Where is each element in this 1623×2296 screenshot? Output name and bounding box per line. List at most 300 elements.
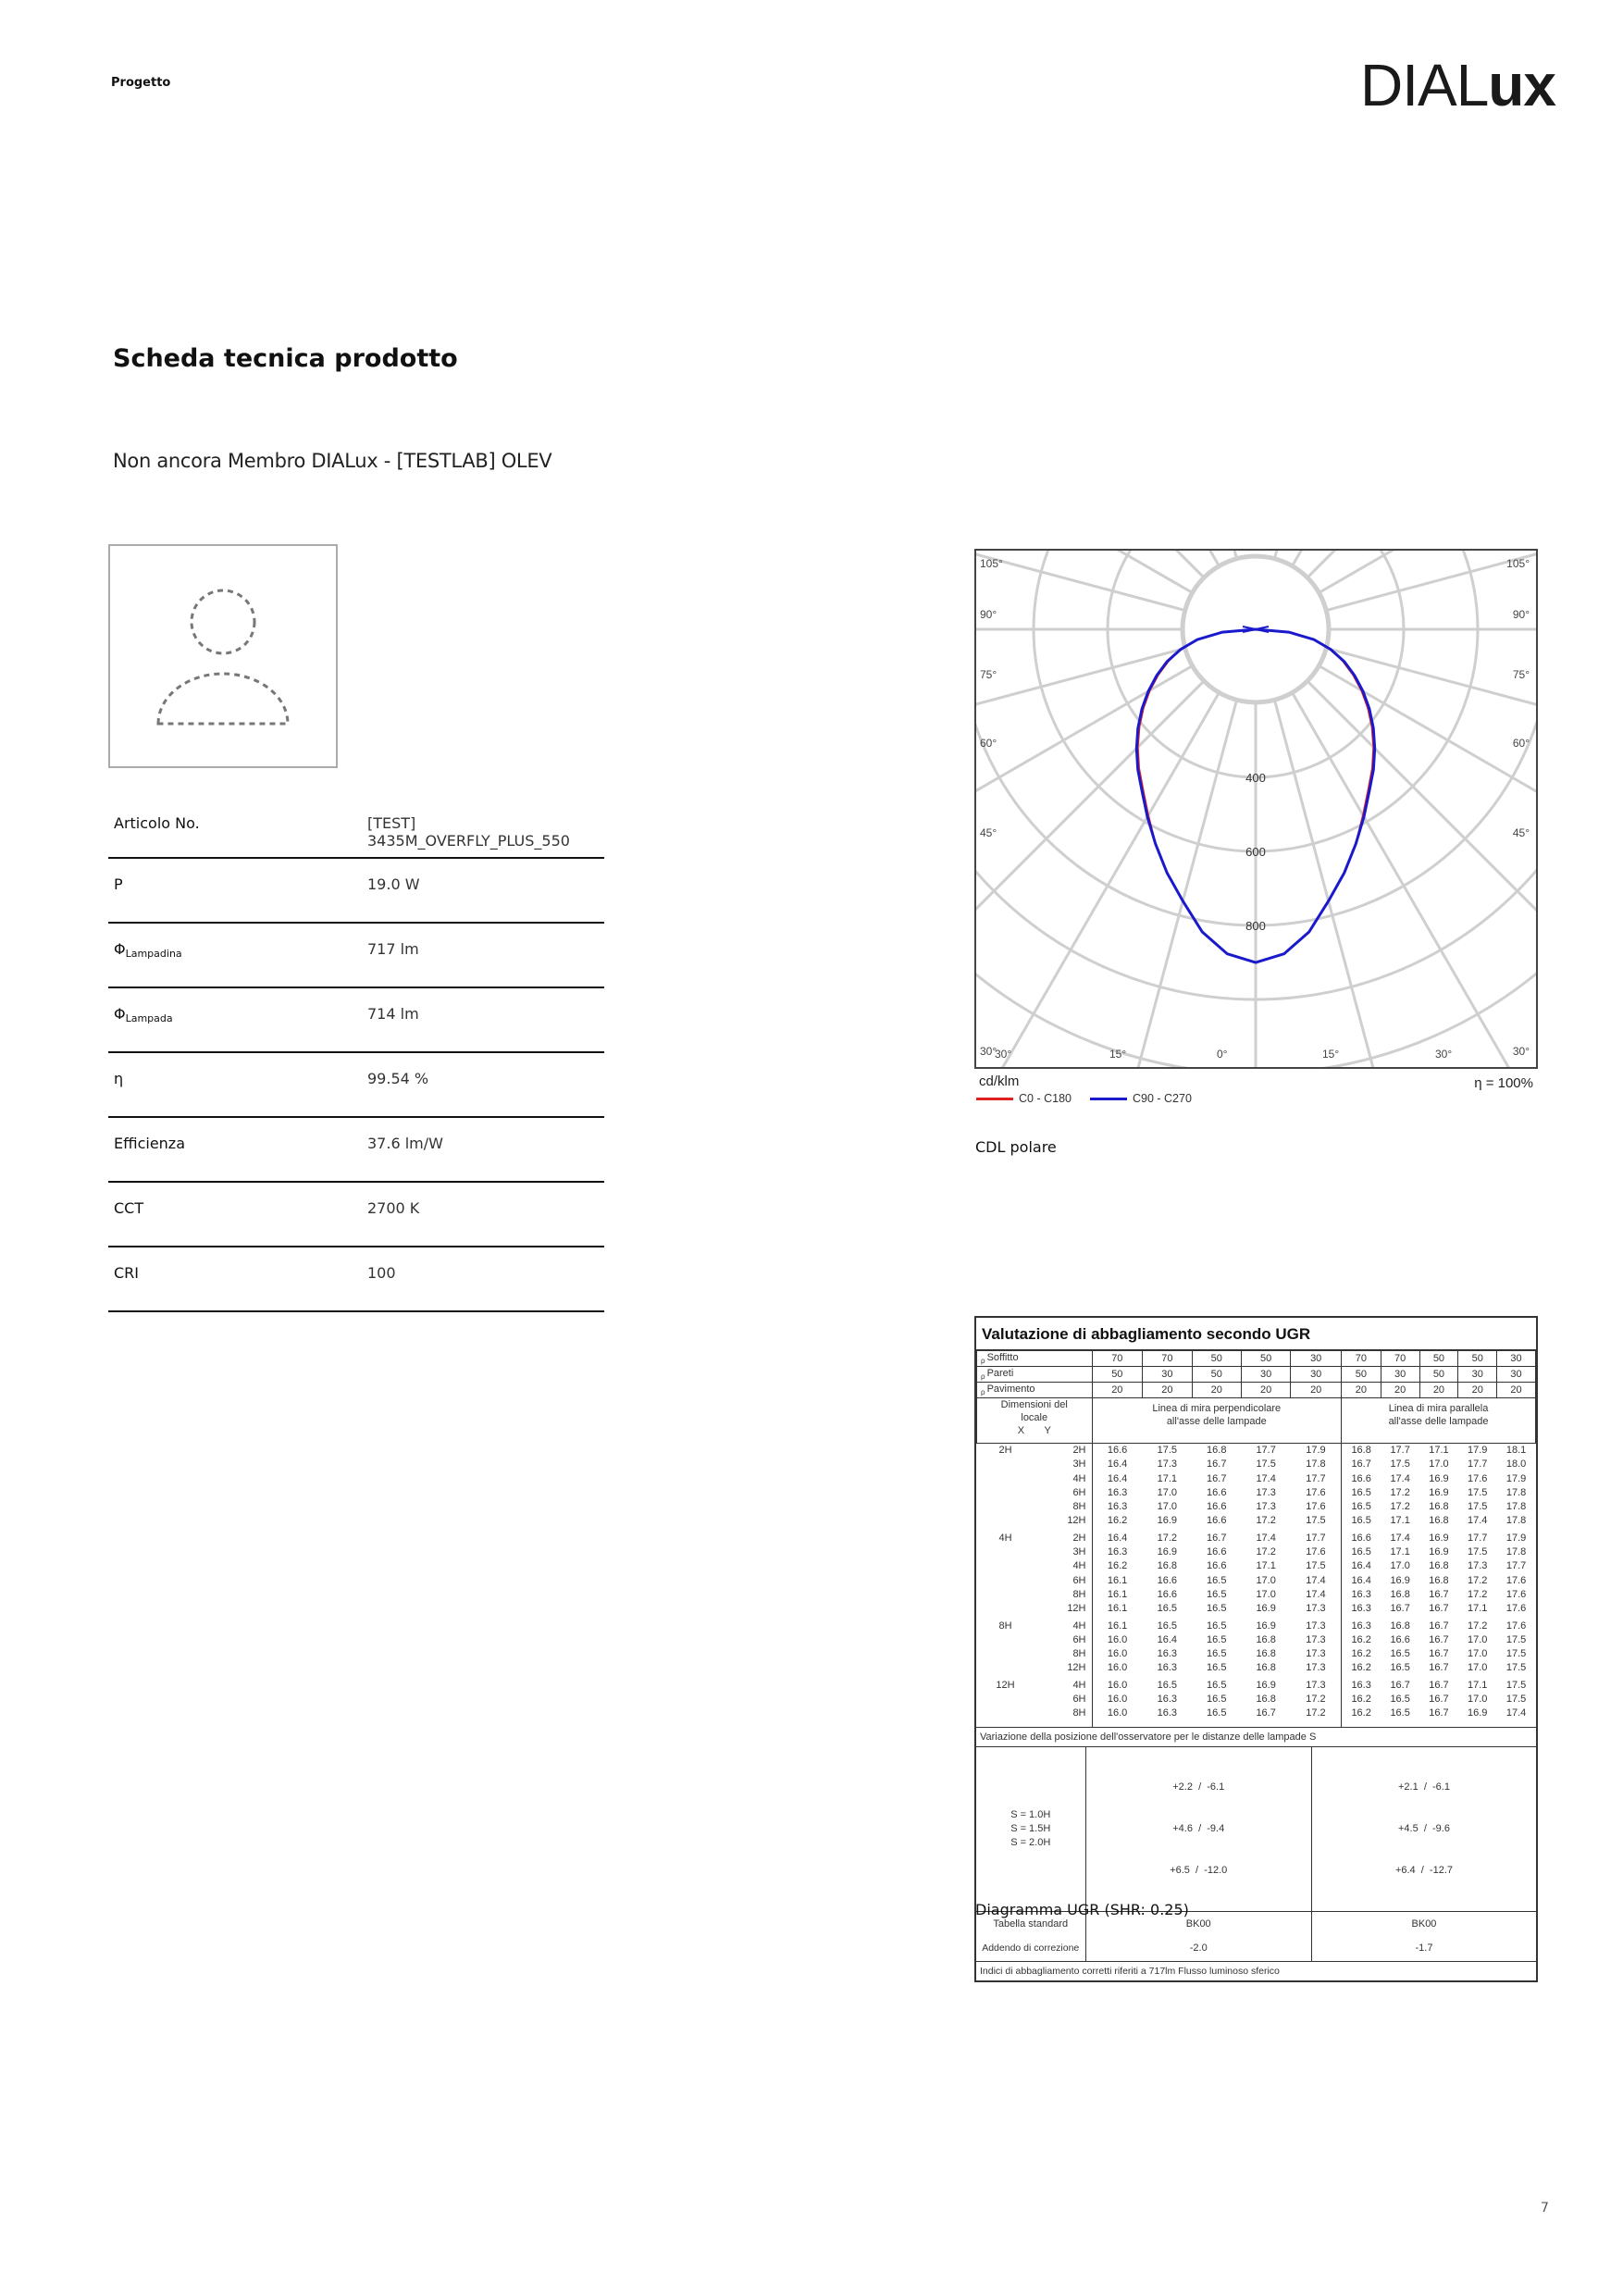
standard-table-par: BK00 <box>1411 1917 1437 1930</box>
ugr-value: 17.5 <box>1468 1501 1488 1513</box>
svg-text:75°: 75° <box>1512 668 1530 681</box>
spec-label <box>108 987 362 1052</box>
ugr-value: 16.8 <box>1390 1588 1410 1600</box>
ugr-value: 16.4 <box>1107 1532 1128 1544</box>
ugr-value: 17.5 <box>1505 1648 1527 1660</box>
variation-par-col <box>1311 1747 1536 1912</box>
ugr-value: 17.5 <box>1505 1662 1527 1674</box>
ugr-value: 17.2 <box>1468 1574 1488 1586</box>
ugr-value: 16.7 <box>1256 1707 1276 1719</box>
ugr-value: 17.5 <box>1505 1679 1527 1691</box>
reflectance-value: 30 <box>1381 1367 1419 1383</box>
legend-label-c90: C90 - C270 <box>1132 1092 1192 1105</box>
ugr-value: 17.0 <box>1468 1662 1488 1674</box>
ugr-value: 16.8 <box>1256 1648 1276 1660</box>
ugr-value: 17.7 <box>1390 1445 1410 1456</box>
ugr-value: 17.2 <box>1468 1620 1488 1632</box>
reflectance-value: 20 <box>1497 1383 1536 1398</box>
spec-value <box>362 796 604 858</box>
reflectance-value: 50 <box>1419 1367 1458 1383</box>
room-x <box>977 1647 1035 1661</box>
ugr-value: 16.7 <box>1351 1458 1371 1471</box>
ugr-value: 16.5 <box>1207 1588 1227 1600</box>
reflectance-value: 20 <box>1192 1383 1241 1398</box>
product-photo-placeholder <box>108 544 338 768</box>
ugr-value: 16.3 <box>1107 1486 1128 1498</box>
ugr-value: 16.5 <box>1351 1486 1371 1498</box>
polar-efficiency: η = 100% <box>1474 1075 1533 1091</box>
svg-text:60°: 60° <box>980 737 997 750</box>
ugr-value: 16.9 <box>1390 1574 1410 1586</box>
room-y: 8H <box>1035 1647 1093 1661</box>
room-y: 3H <box>1035 1458 1093 1471</box>
user-placeholder-icon <box>110 546 336 766</box>
ugr-value: 17.1 <box>1390 1515 1410 1527</box>
ugr-value: 16.9 <box>1256 1679 1276 1691</box>
ugr-value: 17.5 <box>1291 1514 1342 1528</box>
ugr-value: 16.8 <box>1429 1501 1449 1513</box>
ugr-value: 16.3 <box>1351 1603 1371 1615</box>
ugr-data-row <box>977 1661 1536 1675</box>
ugr-value: 16.3 <box>1157 1648 1178 1660</box>
ugr-value: 16.5 <box>1207 1679 1227 1691</box>
ugr-value: 16.8 <box>1207 1445 1227 1456</box>
ugr-value: 16.7 <box>1429 1603 1449 1615</box>
reflectance-value: 50 <box>1092 1367 1143 1383</box>
ugr-value: 16.7 <box>1429 1648 1449 1660</box>
ugr-value: 16.8 <box>1157 1560 1178 1572</box>
dims-line1: Dimensioni del <box>1000 1399 1068 1410</box>
ugr-value: 16.7 <box>1207 1472 1227 1484</box>
logo-text-bold: ux <box>1488 52 1555 118</box>
svg-text:90°: 90° <box>980 608 997 621</box>
ugr-value: 16.6 <box>1351 1472 1371 1484</box>
ugr-value: 17.1 <box>1390 1546 1410 1558</box>
ugr-value: 17.7 <box>1291 1472 1342 1486</box>
ugr-value: 16.4 <box>1351 1574 1371 1586</box>
ugr-value: 16.6 <box>1207 1515 1227 1527</box>
ugr-value: 16.7 <box>1207 1532 1227 1544</box>
dims-y: Y <box>1044 1425 1051 1436</box>
ugr-value: 16.5 <box>1207 1707 1227 1719</box>
room-x <box>977 1574 1035 1588</box>
ugr-value: 17.0 <box>1468 1633 1488 1645</box>
reflectance-value: 30 <box>1497 1367 1536 1383</box>
ugr-value: 16.9 <box>1157 1546 1178 1558</box>
ugr-value: 17.3 <box>1157 1458 1178 1471</box>
ugr-value: 16.7 <box>1390 1603 1410 1615</box>
spec-label-sub: Lampadina <box>125 948 182 960</box>
ugr-value: 16.0 <box>1107 1679 1128 1691</box>
spec-label: CCT <box>114 1199 144 1217</box>
reflectance-label <box>977 1383 1093 1398</box>
ugr-value: 17.5 <box>1505 1633 1527 1645</box>
ugr-data-row <box>977 1679 1536 1693</box>
ugr-value: 16.9 <box>1429 1472 1449 1484</box>
room-x: 12H <box>996 1679 1015 1691</box>
variation-s-col <box>976 1747 1085 1912</box>
ugr-data-row <box>977 1620 1536 1633</box>
ugr-value: 16.7 <box>1429 1694 1449 1706</box>
view-perp-line2: all'asse delle lampade <box>1166 1416 1267 1427</box>
ugr-value: 17.1 <box>1468 1679 1488 1691</box>
svg-text:105°: 105° <box>980 557 1003 570</box>
room-x <box>977 1693 1035 1706</box>
correction-label: Addendo di correzione <box>976 1932 1085 1961</box>
ugr-value: 16.5 <box>1207 1603 1227 1615</box>
ugr-data-row <box>977 1458 1536 1471</box>
ugr-value: 16.0 <box>1107 1694 1128 1706</box>
ugr-value: 17.8 <box>1291 1458 1342 1471</box>
svg-text:30°: 30° <box>1512 1045 1530 1058</box>
ugr-value: 17.7 <box>1256 1445 1276 1456</box>
reflectance-value: 70 <box>1092 1351 1143 1367</box>
ugr-title: Valutazione di abbagliamento secondo UGR <box>976 1318 1536 1350</box>
reflectance-row <box>977 1351 1536 1367</box>
variation-s: S = 1.0H <box>1010 1808 1051 1820</box>
ugr-value: 17.4 <box>1390 1472 1410 1484</box>
spec-label: Articolo No. <box>114 814 200 832</box>
ugr-value: 16.8 <box>1390 1620 1410 1632</box>
ugr-value: 17.8 <box>1505 1501 1527 1513</box>
room-y: 6H <box>1035 1486 1093 1500</box>
spec-row-eta <box>108 1052 604 1117</box>
ugr-value: 17.0 <box>1390 1560 1410 1572</box>
spec-value: 717 lm <box>367 940 419 958</box>
ugr-value: 17.7 <box>1468 1458 1488 1471</box>
reflectance-value: 30 <box>1291 1367 1342 1383</box>
ugr-value: 17.0 <box>1157 1486 1178 1498</box>
ugr-value: 17.0 <box>1157 1501 1178 1513</box>
reflectance-row <box>977 1383 1536 1398</box>
reflectance-value: 50 <box>1458 1351 1497 1367</box>
ugr-value: 16.3 <box>1107 1546 1128 1558</box>
spec-row-efficiency <box>108 1117 604 1182</box>
reflectance-value: 50 <box>1241 1351 1290 1367</box>
phi-symbol: Φ <box>114 940 126 958</box>
article-value-line1: [TEST] <box>367 814 416 832</box>
svg-text:45°: 45° <box>980 826 997 839</box>
ugr-value: 17.7 <box>1505 1560 1527 1572</box>
spec-label: P <box>114 875 123 893</box>
ugr-value: 16.1 <box>1107 1588 1128 1600</box>
ugr-value: 17.1 <box>1429 1445 1449 1456</box>
view-par-line1: Linea di mira parallela <box>1388 1403 1489 1414</box>
ugr-value: 17.3 <box>1256 1501 1276 1513</box>
view-perp-line1: Linea di mira perpendicolare <box>1152 1403 1282 1414</box>
room-x <box>977 1458 1035 1471</box>
reflectance-value: 50 <box>1192 1367 1241 1383</box>
spec-value: 37.6 lm/W <box>367 1135 443 1152</box>
polar-caption: CDL polare <box>975 1138 1057 1156</box>
ugr-value: 16.1 <box>1107 1603 1128 1615</box>
correction-row <box>976 1932 1536 1961</box>
svg-text:75°: 75° <box>980 668 997 681</box>
svg-text:400: 400 <box>1245 771 1266 785</box>
correction-par: -1.7 <box>1415 1942 1433 1954</box>
ugr-value: 16.0 <box>1107 1707 1128 1719</box>
view-parallel-header <box>1342 1398 1536 1444</box>
page-subtitle: Non ancora Membro DIALux - [TESTLAB] OLEV <box>113 450 552 472</box>
spec-row-flux-luminaire <box>108 987 604 1052</box>
article-value-line2: 3435M_OVERFLY_PLUS_550 <box>367 832 570 850</box>
polar-legend-items <box>976 1092 1192 1105</box>
legend-line-c0 <box>976 1098 1013 1100</box>
svg-text:90°: 90° <box>1512 608 1530 621</box>
ugr-value: 16.9 <box>1429 1532 1449 1544</box>
ugr-footnote: Indici di abbagliamento corretti riferiti a 717lm Flusso luminoso sferico <box>976 1961 1536 1980</box>
reflectance-value: 20 <box>1241 1383 1290 1398</box>
ugr-value: 16.1 <box>1107 1574 1128 1586</box>
ugr-value: 16.8 <box>1256 1694 1276 1706</box>
spec-label-sub: Lampada <box>125 1012 173 1024</box>
ugr-value: 17.4 <box>1390 1532 1410 1544</box>
ugr-value: 17.7 <box>1468 1532 1488 1544</box>
room-x <box>977 1472 1035 1486</box>
variation-par: +4.5 / -9.6 <box>1398 1822 1450 1834</box>
room-x <box>977 1545 1035 1559</box>
legend-line-c90 <box>1090 1098 1127 1100</box>
ugr-data-row <box>977 1486 1536 1500</box>
reflectance-value: 70 <box>1381 1351 1419 1367</box>
ugr-data-row <box>977 1602 1536 1616</box>
room-x <box>977 1514 1035 1528</box>
spec-value: 99.54 % <box>367 1070 429 1087</box>
ugr-value: 16.9 <box>1256 1620 1276 1632</box>
phi-symbol: Φ <box>114 1005 126 1023</box>
room-x <box>977 1500 1035 1514</box>
ugr-value: 16.6 <box>1207 1501 1227 1513</box>
rho-symbol: ρ <box>981 1388 985 1396</box>
ugr-value: 17.6 <box>1505 1620 1527 1632</box>
room-x <box>977 1588 1035 1602</box>
room-y: 12H <box>1035 1514 1093 1528</box>
ugr-value: 16.9 <box>1429 1546 1449 1558</box>
ugr-value: 16.5 <box>1351 1501 1371 1513</box>
reflectance-value: 20 <box>1381 1383 1419 1398</box>
ugr-value: 16.5 <box>1207 1648 1227 1660</box>
reflectance-value: 20 <box>1419 1383 1458 1398</box>
reflectance-value: 20 <box>1092 1383 1143 1398</box>
ugr-value: 16.5 <box>1207 1620 1227 1632</box>
ugr-value: 17.4 <box>1291 1574 1342 1588</box>
ugr-value: 17.5 <box>1256 1458 1276 1471</box>
room-dims-label <box>977 1398 1093 1444</box>
ugr-value: 17.3 <box>1291 1620 1342 1633</box>
room-y: 12H <box>1035 1661 1093 1675</box>
ugr-value: 16.9 <box>1468 1707 1488 1719</box>
ugr-value: 17.6 <box>1291 1486 1342 1500</box>
ugr-value: 16.5 <box>1207 1633 1227 1645</box>
variation-table <box>976 1747 1536 1961</box>
room-y: 6H <box>1035 1574 1093 1588</box>
reflectance-value: 50 <box>1419 1351 1458 1367</box>
ugr-value: 16.7 <box>1429 1620 1449 1632</box>
reflectance-label <box>977 1351 1093 1367</box>
ugr-value: 17.1 <box>1468 1603 1488 1615</box>
ugr-value: 17.5 <box>1291 1559 1342 1573</box>
ugr-value: 16.9 <box>1157 1515 1178 1527</box>
svg-text:15°: 15° <box>1322 1048 1340 1061</box>
ugr-value: 17.8 <box>1505 1515 1527 1527</box>
ugr-data-row <box>977 1444 1536 1458</box>
ugr-value: 16.3 <box>1351 1620 1371 1632</box>
ugr-value: 17.4 <box>1256 1472 1276 1484</box>
ugr-value: 16.6 <box>1207 1560 1227 1572</box>
ugr-value: 17.9 <box>1505 1532 1527 1544</box>
ugr-value: 16.4 <box>1351 1560 1371 1572</box>
room-y: 4H <box>1035 1472 1093 1486</box>
ugr-value: 17.6 <box>1291 1545 1342 1559</box>
ugr-value: 16.8 <box>1429 1560 1449 1572</box>
room-x <box>977 1486 1035 1500</box>
room-y: 8H <box>1035 1706 1093 1720</box>
svg-text:15°: 15° <box>1109 1048 1127 1061</box>
reflectance-value: 30 <box>1143 1367 1192 1383</box>
spec-row-cct <box>108 1182 604 1247</box>
ugr-value: 17.6 <box>1505 1574 1527 1586</box>
room-y: 6H <box>1035 1693 1093 1706</box>
ugr-value: 17.6 <box>1505 1603 1527 1615</box>
variation-perp: +2.2 / -6.1 <box>1172 1781 1225 1793</box>
spec-label <box>108 923 362 987</box>
ugr-value: 17.8 <box>1505 1546 1527 1558</box>
room-y: 3H <box>1035 1545 1093 1559</box>
ugr-value: 16.1 <box>1107 1620 1128 1632</box>
reflectance-value: 20 <box>1291 1383 1342 1398</box>
ugr-value: 16.2 <box>1351 1662 1371 1674</box>
svg-text:30°: 30° <box>995 1048 1012 1061</box>
ugr-value: 16.6 <box>1207 1486 1227 1498</box>
reflectance-value: 30 <box>1291 1351 1342 1367</box>
ugr-value: 17.5 <box>1468 1546 1488 1558</box>
ugr-value: 17.1 <box>1157 1472 1178 1484</box>
svg-text:105°: 105° <box>1506 557 1530 570</box>
ugr-data-row <box>977 1472 1536 1486</box>
ugr-data-row <box>977 1693 1536 1706</box>
room-x: 2H <box>998 1445 1012 1456</box>
variation-rows <box>976 1747 1536 1912</box>
ugr-value: 17.1 <box>1256 1560 1276 1572</box>
ugr-value: 16.3 <box>1351 1679 1371 1691</box>
svg-text:30°: 30° <box>1435 1048 1453 1061</box>
ugr-value: 17.2 <box>1256 1546 1276 1558</box>
svg-text:600: 600 <box>1245 845 1266 859</box>
ugr-value: 17.5 <box>1390 1458 1410 1471</box>
ugr-table <box>976 1350 1536 1727</box>
reflectance-label-text: Pavimento <box>986 1384 1035 1395</box>
reflectance-label-text: Soffitto <box>986 1352 1019 1363</box>
view-par-line2: all'asse delle lampade <box>1388 1416 1489 1427</box>
polar-diagram <box>974 549 1538 1069</box>
spec-label: Efficienza <box>114 1135 186 1152</box>
logo-text-thin: DIAL <box>1360 52 1489 118</box>
ugr-value: 16.4 <box>1107 1458 1128 1471</box>
ugr-value: 16.2 <box>1107 1515 1128 1527</box>
ugr-value: 17.4 <box>1256 1532 1276 1544</box>
ugr-value: 16.5 <box>1207 1574 1227 1586</box>
spec-value: 100 <box>367 1264 396 1282</box>
reflectance-value: 50 <box>1192 1351 1241 1367</box>
room-x <box>977 1661 1035 1675</box>
ugr-value: 16.6 <box>1390 1633 1410 1645</box>
standard-table-perp: BK00 <box>1085 1911 1311 1932</box>
ugr-value: 16.6 <box>1107 1445 1128 1456</box>
ugr-value: 16.2 <box>1351 1694 1371 1706</box>
ugr-value: 16.5 <box>1157 1679 1178 1691</box>
ugr-value: 17.2 <box>1157 1532 1178 1544</box>
ugr-value: 16.5 <box>1351 1515 1371 1527</box>
page-title: Scheda tecnica prodotto <box>113 344 458 373</box>
room-y: 8H <box>1035 1500 1093 1514</box>
ugr-value: 16.5 <box>1207 1662 1227 1674</box>
ugr-value: 16.8 <box>1256 1633 1276 1645</box>
ugr-value: 17.2 <box>1390 1486 1410 1498</box>
ugr-value: 16.2 <box>1351 1633 1371 1645</box>
reflectance-label-text: Pareti <box>986 1368 1014 1379</box>
room-x: 8H <box>998 1620 1012 1632</box>
spec-row-power <box>108 858 604 923</box>
room-x <box>977 1602 1035 1616</box>
ugr-value: 16.4 <box>1157 1633 1178 1645</box>
room-x <box>977 1559 1035 1573</box>
ugr-value: 16.5 <box>1351 1546 1371 1558</box>
ugr-value: 16.0 <box>1107 1662 1128 1674</box>
reflectance-value: 30 <box>1497 1351 1536 1367</box>
ugr-value: 16.7 <box>1429 1662 1449 1674</box>
polar-unit: cd/klm <box>979 1074 1020 1089</box>
standard-table-label: Tabella standard <box>976 1911 1085 1932</box>
room-y: 2H <box>1035 1444 1093 1458</box>
variation-par: +6.4 / -12.7 <box>1394 1864 1454 1876</box>
ugr-value: 16.9 <box>1256 1603 1276 1615</box>
ugr-value: 17.5 <box>1468 1486 1488 1498</box>
ugr-value: 16.5 <box>1390 1662 1410 1674</box>
ugr-value: 16.4 <box>1107 1472 1128 1484</box>
ugr-value: 16.3 <box>1157 1694 1178 1706</box>
ugr-value: 17.3 <box>1291 1602 1342 1616</box>
variation-par: +2.1 / -6.1 <box>1398 1781 1450 1793</box>
ugr-value: 16.5 <box>1390 1707 1410 1719</box>
room-y: 4H <box>1035 1559 1093 1573</box>
ugr-value: 17.7 <box>1291 1532 1342 1545</box>
ugr-data-row <box>977 1559 1536 1573</box>
ugr-data-row <box>977 1545 1536 1559</box>
reflectance-value: 70 <box>1143 1351 1192 1367</box>
spec-row-article <box>108 796 604 858</box>
ugr-value: 16.7 <box>1429 1679 1449 1691</box>
ugr-value: 17.5 <box>1157 1445 1178 1456</box>
ugr-value: 17.3 <box>1291 1679 1342 1693</box>
polar-legend <box>976 1074 1541 1111</box>
ugr-value: 18.0 <box>1505 1458 1527 1471</box>
room-x <box>977 1633 1035 1647</box>
ugr-value: 16.5 <box>1390 1694 1410 1706</box>
spec-value: 19.0 W <box>367 875 420 893</box>
reflectance-value: 20 <box>1143 1383 1192 1398</box>
spec-value: 2700 K <box>367 1199 420 1217</box>
variation-perp-col <box>1085 1747 1311 1912</box>
ugr-value: 17.8 <box>1505 1486 1527 1498</box>
ugr-value: 17.6 <box>1291 1500 1342 1514</box>
ugr-value: 16.3 <box>1351 1588 1371 1600</box>
ugr-data-row <box>977 1633 1536 1647</box>
ugr-data-row <box>977 1706 1536 1720</box>
legend-label-c0: C0 - C180 <box>1019 1092 1072 1105</box>
ugr-value: 17.0 <box>1468 1648 1488 1660</box>
room-y: 4H <box>1035 1620 1093 1633</box>
ugr-value: 17.0 <box>1429 1458 1449 1471</box>
